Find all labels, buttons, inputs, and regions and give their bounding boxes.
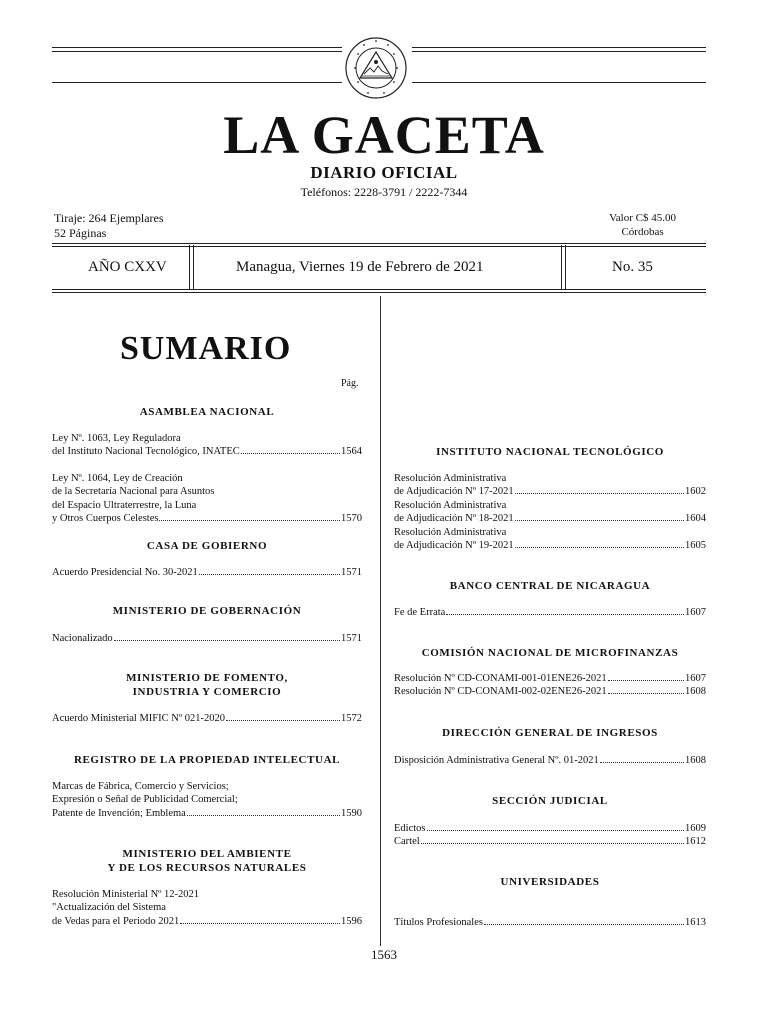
section-banco-central: BANCO CENTRAL DE NICARAGUA (449, 580, 651, 592)
section-seccion-judicial: SECCIÓN JUDICIAL (492, 795, 608, 807)
page-column-label: Pág. (341, 378, 359, 389)
phone-numbers: Teléfonos: 2228-3791 / 2222-7344 (300, 185, 468, 199)
dot-leader (484, 916, 684, 925)
section-direccion-ingresos: DIRECCIÓN GENERAL DE INGRESOS (442, 727, 658, 739)
toc-entry (394, 754, 706, 767)
toc-page-number: 1590 (341, 807, 362, 819)
section-heading-line: MINISTERIO DE FOMENTO, (126, 672, 288, 684)
dot-leader (515, 485, 684, 494)
dot-leader (427, 822, 685, 831)
toc-entry-text: de la Secretaría Nacional para Asuntos (52, 486, 215, 498)
toc-entry-text: de Adjudicación Nº 19-2021 (394, 540, 514, 552)
toc-page-number: 1564 (341, 446, 362, 458)
toc-entry-text: Acuerdo Ministerial MIFIC Nº 021-2020 (52, 713, 225, 724)
section-heading-line: INDUSTRIA Y COMERCIO (132, 686, 282, 698)
section-ministerio-ambiente (52, 847, 362, 875)
toc-entry-text: y Otros Cuerpos Celestes (52, 513, 159, 525)
toc-page-number: 1607 (685, 673, 706, 684)
price-text: Valor C$ 45.00 (609, 212, 676, 224)
page-count-text: 52 Páginas (54, 226, 107, 240)
toc-entry-text: Resolución Administrativa (394, 526, 507, 538)
dot-leader (608, 685, 684, 694)
section-asamblea-nacional: ASAMBLEA NACIONAL (139, 406, 275, 418)
header-rule-top-left-2 (52, 51, 342, 52)
toc-entry-text: Resolución Nº CD-CONAMI-001-01ENE26-2021 (394, 673, 607, 684)
toc-entry-text: "Actualización del Sistema (52, 902, 166, 914)
toc-entry (52, 712, 362, 725)
toc-entry (52, 632, 362, 645)
toc-page-number: 1605 (685, 540, 706, 552)
dot-leader (515, 512, 684, 521)
toc-entry-text: Ley Nº. 1064, Ley de Creación (52, 473, 183, 484)
toc-entry (394, 916, 706, 929)
infobar-rule-top (52, 243, 706, 244)
summary-title: SUMARIO (120, 330, 292, 367)
infobar-rule-bottom-2 (52, 292, 706, 293)
toc-page-number: 1602 (685, 486, 706, 498)
toc-entry-line (52, 432, 362, 445)
toc-entry (394, 822, 706, 849)
toc-entry-text: Resolución Administrativa (394, 499, 507, 511)
page-number: 1563 (371, 947, 397, 962)
toc-entry (394, 672, 706, 699)
toc-entry-text: Disposición Administrativa General Nº. 01-2021 (394, 755, 599, 766)
column-divider (380, 296, 381, 946)
dot-leader (187, 807, 340, 816)
toc-entry-text: Resolución Nº CD-CONAMI-002-02ENE26-2021 (394, 686, 607, 698)
toc-entry-text: Títulos Profesionales (394, 917, 483, 928)
dot-leader (114, 632, 340, 641)
toc-entry-text: Fe de Errata (394, 607, 446, 618)
issue-date: Managua, Viernes 19 de Febrero de 2021 (236, 258, 484, 275)
issue-year: AÑO CXXV (88, 258, 167, 275)
dot-leader (199, 566, 340, 575)
section-instituto-tecnologico: INSTITUTO NACIONAL TECNOLÓGICO (436, 446, 664, 458)
toc-page-number: 1596 (341, 915, 362, 927)
toc-page-number: 1607 (685, 607, 706, 618)
toc-entry (394, 472, 706, 552)
toc-page-number: 1608 (685, 686, 706, 698)
header-rule-top-right (412, 47, 706, 48)
section-registro-propiedad: REGISTRO DE LA PROPIEDAD INTELECTUAL (73, 754, 341, 766)
toc-entry-line (52, 445, 362, 458)
toc-entry-text: Resolución Ministerial Nº 12-2021 (52, 889, 200, 900)
toc-entry (394, 606, 706, 619)
toc-entry (52, 472, 362, 526)
dot-leader (515, 539, 684, 548)
toc-page-number: 1613 (685, 917, 706, 928)
print-run-info (54, 211, 164, 241)
toc-entry-text: de Vedas para el Periodo 2021 (52, 915, 180, 927)
toc-page-number: 1571 (341, 633, 362, 644)
infobar-rule-bottom (52, 289, 706, 290)
toc-entry-text: de Adjudicación Nº 18-2021 (394, 513, 514, 525)
currency-text: Córdobas (621, 226, 664, 238)
toc-page-number: 1608 (685, 755, 706, 766)
toc-entry-text: Edictos (394, 823, 426, 834)
toc-entry-text: Marcas de Fábrica, Comercio y Servicios; (52, 781, 229, 792)
toc-page-number: 1609 (685, 823, 706, 834)
toc-page-number: 1570 (341, 513, 362, 525)
issue-number: No. 35 (612, 258, 653, 275)
toc-entry-text: Cartel (394, 836, 420, 848)
newspaper-subtitle: DIARIO OFICIAL (310, 163, 458, 182)
toc-page-number: 1604 (685, 513, 706, 525)
section-casa-de-gobierno: CASA DE GOBIERNO (146, 540, 268, 552)
toc-entry-text: Patente de Invención; Emblema (52, 807, 186, 819)
section-universidades: UNIVERSIDADES (500, 876, 600, 888)
nicaragua-coat-of-arms-icon (340, 32, 412, 104)
dot-leader (608, 672, 684, 681)
section-heading-line: Y DE LOS RECURSOS NATURALES (107, 862, 307, 874)
tiraje-text: Tiraje: 264 Ejemplares (54, 211, 164, 225)
dot-leader (241, 445, 340, 454)
price-info (609, 211, 676, 239)
dot-leader (159, 512, 340, 521)
section-heading-line: MINISTERIO DEL AMBIENTE (122, 848, 292, 860)
toc-page-number: 1571 (341, 567, 362, 578)
header-rule-mid-left (52, 82, 342, 83)
header-rule-mid-right (412, 82, 706, 83)
toc-entry-text: Nacionalizado (52, 633, 113, 644)
header-rule-top-right-2 (412, 51, 706, 52)
toc-entry-text: Expresión o Señal de Publicidad Comercial; (52, 794, 238, 806)
toc-entry (52, 888, 362, 928)
dot-leader (180, 915, 340, 924)
toc-entry-text: de Adjudicación Nº 17-2021 (394, 486, 514, 498)
section-ministerio-gobernacion: MINISTERIO DE GOBERNACIÓN (112, 605, 302, 617)
toc-page-number: 1572 (341, 713, 362, 724)
toc-entry (52, 780, 362, 820)
header-rule-top-left (52, 47, 342, 48)
toc-entry-text: Resolución Administrativa (394, 473, 507, 484)
section-comision-microfinanzas: COMISIÓN NACIONAL DE MICROFINANZAS (421, 647, 679, 659)
dot-leader (421, 835, 684, 844)
toc-entry-text: del Instituto Nacional Tecnológico, INATEC (52, 446, 240, 458)
toc-entry-text: Ley Nº. 1063, Ley Reguladora (52, 433, 181, 444)
toc-entry-text: del Espacio Ultraterrestre, la Luna (52, 499, 197, 511)
dot-leader (226, 712, 340, 721)
toc-entry (52, 432, 362, 459)
issue-info-bar (52, 245, 706, 289)
dot-leader (446, 606, 684, 615)
toc-entry (52, 566, 362, 579)
toc-page-number: 1612 (685, 836, 706, 848)
toc-entry-text: Acuerdo Presidencial No. 30-2021 (52, 567, 198, 578)
newspaper-title: LA GACETA (223, 105, 545, 165)
dot-leader (600, 754, 684, 763)
section-ministerio-fomento (52, 671, 362, 699)
